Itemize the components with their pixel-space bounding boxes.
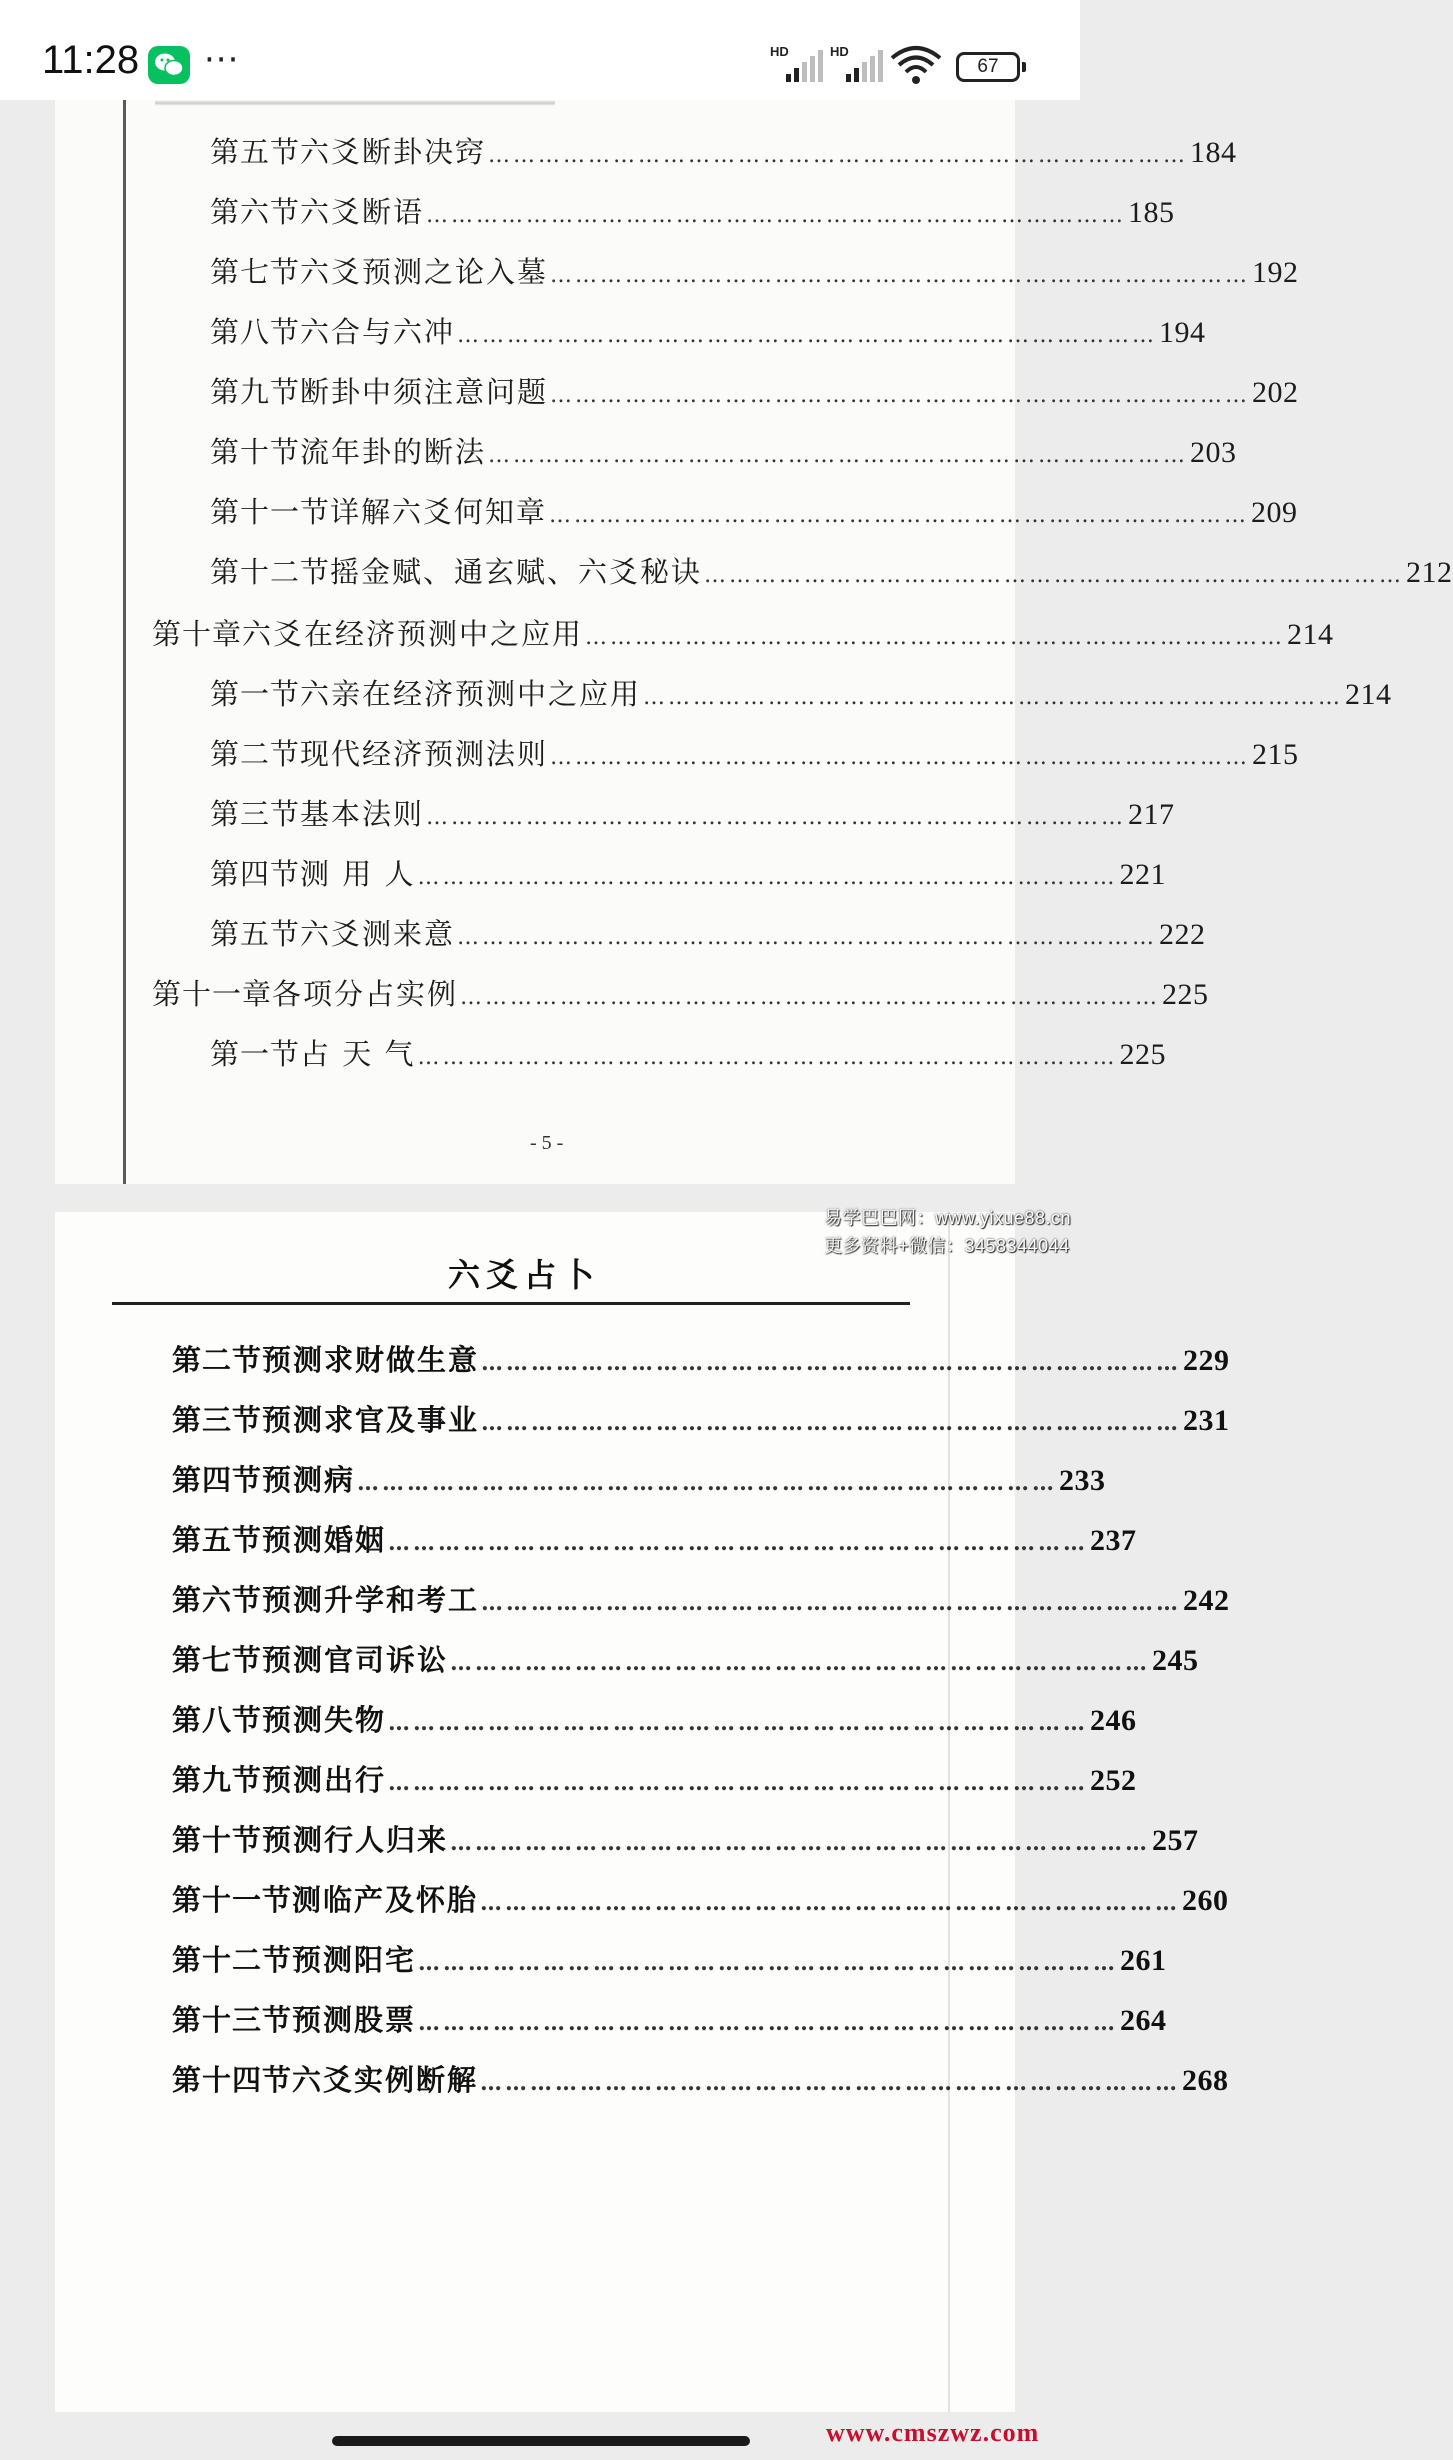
toc-entry-title: 断卦中须注意问题	[300, 375, 549, 409]
toc-entry-page: 184	[1190, 136, 1237, 169]
toc-leader-dots: …………………………………………………………………………	[585, 625, 1286, 650]
toc-entry-title: 预测病	[262, 1463, 356, 1497]
toc-entry	[172, 1458, 1106, 1499]
toc-leader-dots: …………………………………………………………………………	[450, 1650, 1151, 1676]
toc-entry-page: 214	[1287, 618, 1334, 651]
site-watermark: www.cmszwz.com	[826, 2418, 1040, 2447]
hd-label: HD	[770, 44, 789, 59]
toc-entry-page: 194	[1159, 316, 1206, 349]
toc-leader-dots: …………………………………………………………………………	[481, 1590, 1182, 1616]
toc-entry-number: 第十二节	[210, 555, 331, 589]
toc-entry-number: 第十节	[210, 435, 301, 469]
toc-entry-title: 基本法则	[300, 797, 425, 831]
toc-entry	[172, 1938, 1167, 1979]
toc-entry-page: 229	[1183, 1344, 1230, 1377]
toc-entry-page: 215	[1252, 738, 1299, 771]
toc-entry	[172, 1518, 1137, 1559]
toc-leader-dots: …………………………………………………………………………	[488, 143, 1189, 168]
toc-entry	[172, 1578, 1230, 1619]
toc-entry-title: 预测求官及事业	[262, 1403, 480, 1437]
toc-chapter	[152, 972, 1209, 1013]
page-spine	[123, 100, 126, 1184]
toc-entry-number: 第六节	[172, 1583, 263, 1617]
toc-entry-number: 第六节	[210, 195, 301, 229]
toc-entry-title: 六爻断卦决窍	[300, 135, 487, 169]
toc-entry-number: 第十四节	[172, 2063, 293, 2097]
toc-entry	[172, 1998, 1167, 2039]
watermark-line: 更多资料+微信：3458344044	[824, 1236, 1070, 1256]
toc-entry-page: 192	[1252, 256, 1299, 289]
toc-entry-number: 第二节	[172, 1343, 263, 1377]
toc-leader-dots: …………………………………………………………………………	[643, 685, 1344, 710]
toc-entry	[172, 1698, 1137, 1739]
book-header-title: 六爻占卜	[448, 1256, 601, 1294]
toc-entry-page: 209	[1251, 496, 1298, 529]
toc-entry-page: 257	[1152, 1824, 1199, 1857]
toc-leader-dots: …………………………………………………………………………	[481, 1410, 1182, 1436]
toc-entry-page: 231	[1183, 1404, 1230, 1437]
toc-entry-title: 测临产及怀胎	[292, 1883, 479, 1917]
toc-entry-title: 预测出行	[262, 1763, 387, 1797]
toc-entry-title: 预测股票	[292, 2003, 417, 2037]
toc-entry-title: 测 用 人	[300, 857, 416, 891]
toc-entry-page: 222	[1159, 918, 1206, 951]
toc-entry-title: 预测阳宅	[292, 1943, 417, 1977]
toc-entry-number: 第七节	[172, 1643, 263, 1677]
gesture-nav-bar[interactable]	[332, 2436, 750, 2446]
toc-entry-title: 详解六爻何知章	[330, 495, 548, 529]
toc-leader-dots: …………………………………………………………………………	[550, 745, 1251, 770]
toc-entry	[210, 490, 1298, 531]
toc-entry	[210, 792, 1175, 833]
toc-entry-number: 第十三节	[172, 2003, 293, 2037]
toc-leader-dots: …………………………………………………………………………	[457, 323, 1158, 348]
toc-leader-dots: …………………………………………………………………………	[481, 1350, 1182, 1376]
toc-entry-title: 流年卦的断法	[300, 435, 487, 469]
toc-entry	[172, 1818, 1199, 1859]
page-edge	[948, 1212, 950, 2412]
toc-leader-dots: …………………………………………………………………………	[460, 985, 1161, 1010]
toc-entry-number: 第二节	[210, 737, 301, 771]
toc-entry-title: 六爻实例断解	[292, 2063, 479, 2097]
toc-entry	[210, 912, 1206, 953]
battery-icon	[956, 52, 1020, 82]
toc-entry-title: 预测求财做生意	[262, 1343, 480, 1377]
toc-entry-number: 第五节	[172, 1523, 263, 1557]
toc-entry-page: 260	[1182, 1884, 1229, 1917]
toc-entry-title: 六爻断语	[300, 195, 425, 229]
toc-entry-page: 261	[1120, 1944, 1167, 1977]
toc-entry	[210, 310, 1206, 351]
toc-leader-dots: …………………………………………………………………………	[550, 263, 1251, 288]
book-page-6	[55, 1212, 1015, 2412]
toc-entry-number: 第一节	[210, 677, 301, 711]
signal-icon	[770, 44, 822, 84]
toc-entry-number: 第十一节	[172, 1883, 293, 1917]
toc-entry-title: 各项分占实例	[272, 977, 459, 1011]
battery-level: 67	[977, 56, 999, 77]
toc-leader-dots: …………………………………………………………………………	[549, 503, 1250, 528]
toc-entry-number: 第九节	[210, 375, 301, 409]
toc-leader-dots: …………………………………………………………………………	[550, 383, 1251, 408]
toc-leader-dots: …………………………………………………………………………	[418, 1950, 1119, 1976]
toc-entry-number: 第四节	[172, 1463, 263, 1497]
header-rule	[112, 1302, 910, 1305]
toc-entry-number: 第五节	[210, 917, 301, 951]
toc-entry-page: 252	[1090, 1764, 1137, 1797]
toc-entry	[172, 1338, 1230, 1379]
toc-entry-page: 221	[1119, 858, 1166, 891]
toc-leader-dots: …………………………………………………………………………	[480, 1890, 1181, 1916]
toc-entry	[210, 732, 1299, 773]
toc-entry-title: 六爻在经济预测中之应用	[242, 617, 584, 651]
status-bar	[0, 0, 1080, 100]
toc-entry-title: 摇金赋、通玄赋、六爻秘诀	[330, 555, 703, 589]
toc-entry	[172, 1878, 1229, 1919]
page-number: - 5 -	[530, 1132, 564, 1154]
toc-entry-number: 第一节	[210, 1037, 301, 1071]
toc-entry-title: 预测官司诉讼	[262, 1643, 449, 1677]
status-time: 11:28	[42, 38, 140, 82]
toc-entry	[210, 370, 1299, 411]
toc-entry-title: 预测失物	[262, 1703, 387, 1737]
toc-entry-number: 第九节	[172, 1763, 263, 1797]
toc-entry-title: 六爻测来意	[300, 917, 456, 951]
signal-icon	[830, 44, 882, 84]
toc-entry-title: 现代经济预测法则	[300, 737, 549, 771]
toc-entry-number: 第三节	[210, 797, 301, 831]
toc-chapter	[152, 612, 1334, 653]
watermark-line: 易学巴巴网：www.yixue88.cn	[824, 1208, 1072, 1228]
toc-leader-dots: …………………………………………………………………………	[457, 925, 1158, 950]
toc-leader-dots: …………………………………………………………………………	[488, 443, 1189, 468]
toc-leader-dots: …………………………………………………………………………	[388, 1710, 1089, 1736]
toc-entry-number: 第七节	[210, 255, 301, 289]
wechat-icon	[148, 46, 190, 84]
toc-entry-page: 212	[1406, 556, 1453, 589]
toc-entry-page: 225	[1119, 1038, 1166, 1071]
toc-entry-number: 第十章	[152, 617, 243, 651]
toc-entry	[172, 1758, 1137, 1799]
toc-entry	[210, 190, 1175, 231]
toc-entry-page: 225	[1162, 978, 1209, 1011]
toc-entry-page: 268	[1182, 2064, 1229, 2097]
toc-entry	[172, 2058, 1229, 2099]
toc-entry	[172, 1398, 1230, 1439]
toc-entry-page: 203	[1190, 436, 1237, 469]
toc-leader-dots: …………………………………………………………………………	[357, 1470, 1058, 1496]
toc-entry-title: 六爻预测之论入墓	[300, 255, 549, 289]
toc-entry	[210, 1032, 1166, 1073]
toc-leader-dots: …………………………………………………………………………	[417, 865, 1118, 890]
toc-leader-dots: …………………………………………………………………………	[388, 1530, 1089, 1556]
toc-entry	[210, 250, 1299, 291]
toc-entry-number: 第十二节	[172, 1943, 293, 1977]
toc-entry-page: 242	[1183, 1584, 1230, 1617]
toc-leader-dots: …………………………………………………………………………	[450, 1830, 1151, 1856]
toc-entry-number: 第四节	[210, 857, 301, 891]
toc-entry	[210, 852, 1166, 893]
toc-leader-dots: …………………………………………………………………………	[426, 805, 1127, 830]
toc-entry-page: 233	[1059, 1464, 1106, 1497]
toc-entry-title: 占 天 气	[300, 1037, 416, 1071]
toc-entry-title: 六合与六冲	[300, 315, 456, 349]
toc-leader-dots: …………………………………………………………………………	[704, 563, 1405, 588]
toc-entry-page: 185	[1128, 196, 1175, 229]
cut-off-text-line	[155, 100, 555, 106]
toc-entry-number: 第十节	[172, 1823, 263, 1857]
toc-entry-page: 202	[1252, 376, 1299, 409]
toc-entry-page: 237	[1090, 1524, 1137, 1557]
toc-entry-number: 第十一节	[210, 495, 331, 529]
toc-entry-number: 第八节	[210, 315, 301, 349]
toc-entry-number: 第五节	[210, 135, 301, 169]
toc-entry-page: 246	[1090, 1704, 1137, 1737]
toc-entry	[172, 1638, 1199, 1679]
toc-entry-title: 六亲在经济预测中之应用	[300, 677, 642, 711]
wifi-icon	[890, 46, 942, 90]
toc-leader-dots: …………………………………………………………………………	[388, 1770, 1089, 1796]
toc-entry-number: 第十一章	[152, 977, 273, 1011]
toc-entry	[210, 672, 1392, 713]
toc-entry-number: 第三节	[172, 1403, 263, 1437]
toc-entry-title: 预测行人归来	[262, 1823, 449, 1857]
toc-leader-dots: …………………………………………………………………………	[480, 2070, 1181, 2096]
toc-leader-dots: …………………………………………………………………………	[417, 1045, 1118, 1070]
toc-leader-dots: …………………………………………………………………………	[426, 203, 1127, 228]
toc-entry-page: 264	[1120, 2004, 1167, 2037]
toc-entry-page: 214	[1345, 678, 1392, 711]
toc-entry-page: 217	[1128, 798, 1175, 831]
toc-entry-page: 245	[1152, 1644, 1199, 1677]
toc-entry-title: 预测婚姻	[262, 1523, 387, 1557]
toc-entry	[210, 550, 1453, 591]
toc-leader-dots: …………………………………………………………………………	[418, 2010, 1119, 2036]
hd-label: HD	[830, 44, 849, 59]
toc-entry	[210, 430, 1237, 471]
toc-entry-number: 第八节	[172, 1703, 263, 1737]
more-dots-icon: ···	[204, 40, 240, 80]
toc-entry	[210, 130, 1237, 171]
toc-entry-title: 预测升学和考工	[262, 1583, 480, 1617]
